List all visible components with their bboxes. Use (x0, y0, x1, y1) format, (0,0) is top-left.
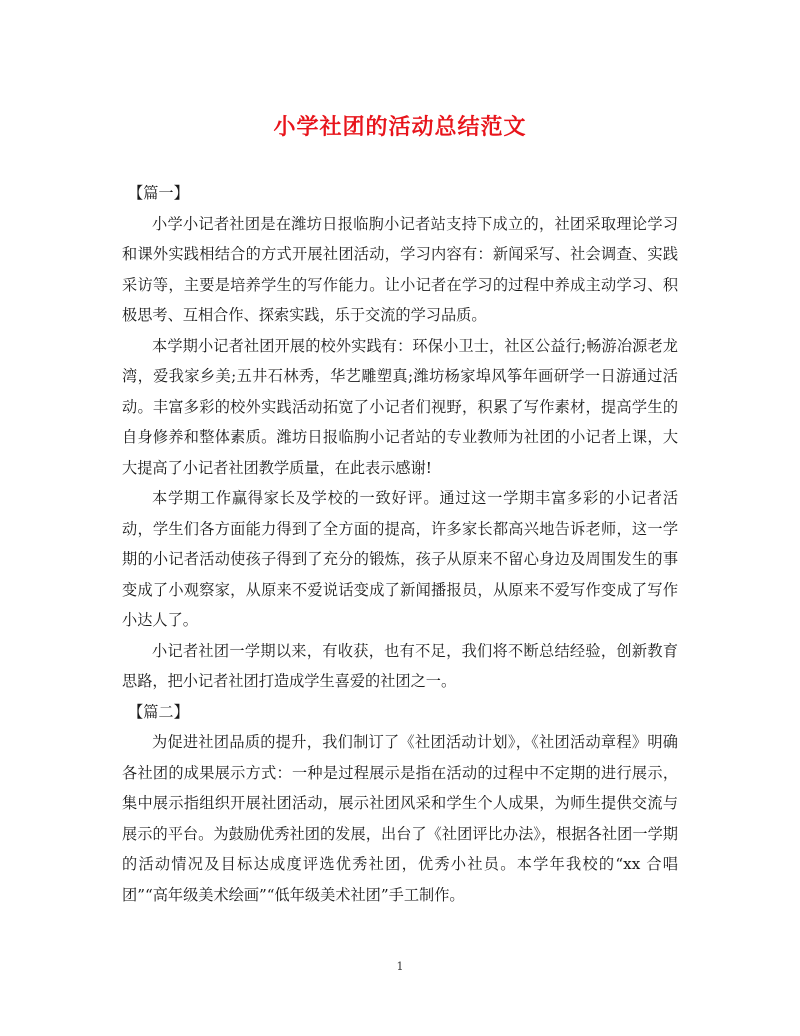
paragraph: 小记者社团一学期以来，有收获，也有不足，我们将不断总结经验，创新教育思路，把小记者社团打造成学生喜爱的社团之一。 (122, 641, 678, 690)
section-label: 【篇二】 (128, 702, 189, 721)
paragraph: 本学期工作赢得家长及学校的一致好评。通过这一学期丰富多彩的小记者活动，学生们各方面能力得到了全方面的提高，许多家长都高兴地告诉老师，这一学期的小记者活动使孩子得到了充分的锻炼，孩子从原来不留心身边及周围发生的事变成了小观察家，从原来不爱说话变成了新闻播报员，从原来不爱写作变成了写作小达人了。 (122, 489, 678, 629)
document-title: 小学社团的活动总结范文 (273, 114, 527, 140)
page-number: 1 (396, 960, 404, 973)
paragraph: 为促进社团品质的提升，我们制订了《社团活动计划》，《社团活动章程》明确各社团的成果展示方式：一种是过程展示是指在活动的过程中不定期的进行展示，集中展示指组织开展社团活动，展示社团风采和学生个人成果，为师生提供交流与展示的平台。为鼓励优秀社团的发展，出台了《社团评比办法》，根据各社团一学期的活动情况及目标达成度评选优秀社团，优秀小社员。本学年我校的“xx 合唱团”“高年级美术绘画”“低年级美术社团”手工制作。 (122, 733, 678, 904)
paragraph: 小学小记者社团是在潍坊日报临朐小记者站支持下成立的，社团采取理论学习和课外实践相结合的方式开展社团活动，学习内容有：新闻采写、社会调查、实践采访等，主要是培养学生的写作能力。让小记者在学习的过程中养成主动学习、积极思考、互相合作、探索实践，乐于交流的学习品质。 (122, 214, 678, 324)
section-label: 【篇一】 (128, 184, 189, 202)
document-body (122, 178, 678, 910)
paragraph: 本学期小记者社团开展的校外实践有：环保小卫士，社区公益行;畅游冶源老龙湾，爱我家乡美;五井石林秀，华艺雕塑真;潍坊杨家埠风筝年画研学一日游通过活动。丰富多彩的校外实践活动拓宽了小记者们视野，积累了写作素材，提高学生的自身修养和整体素质。潍坊日报临朐小记者站的专业教师为社团的小记者上课，大大提高了小记者社团教学质量，在此表示感谢! (122, 336, 678, 477)
